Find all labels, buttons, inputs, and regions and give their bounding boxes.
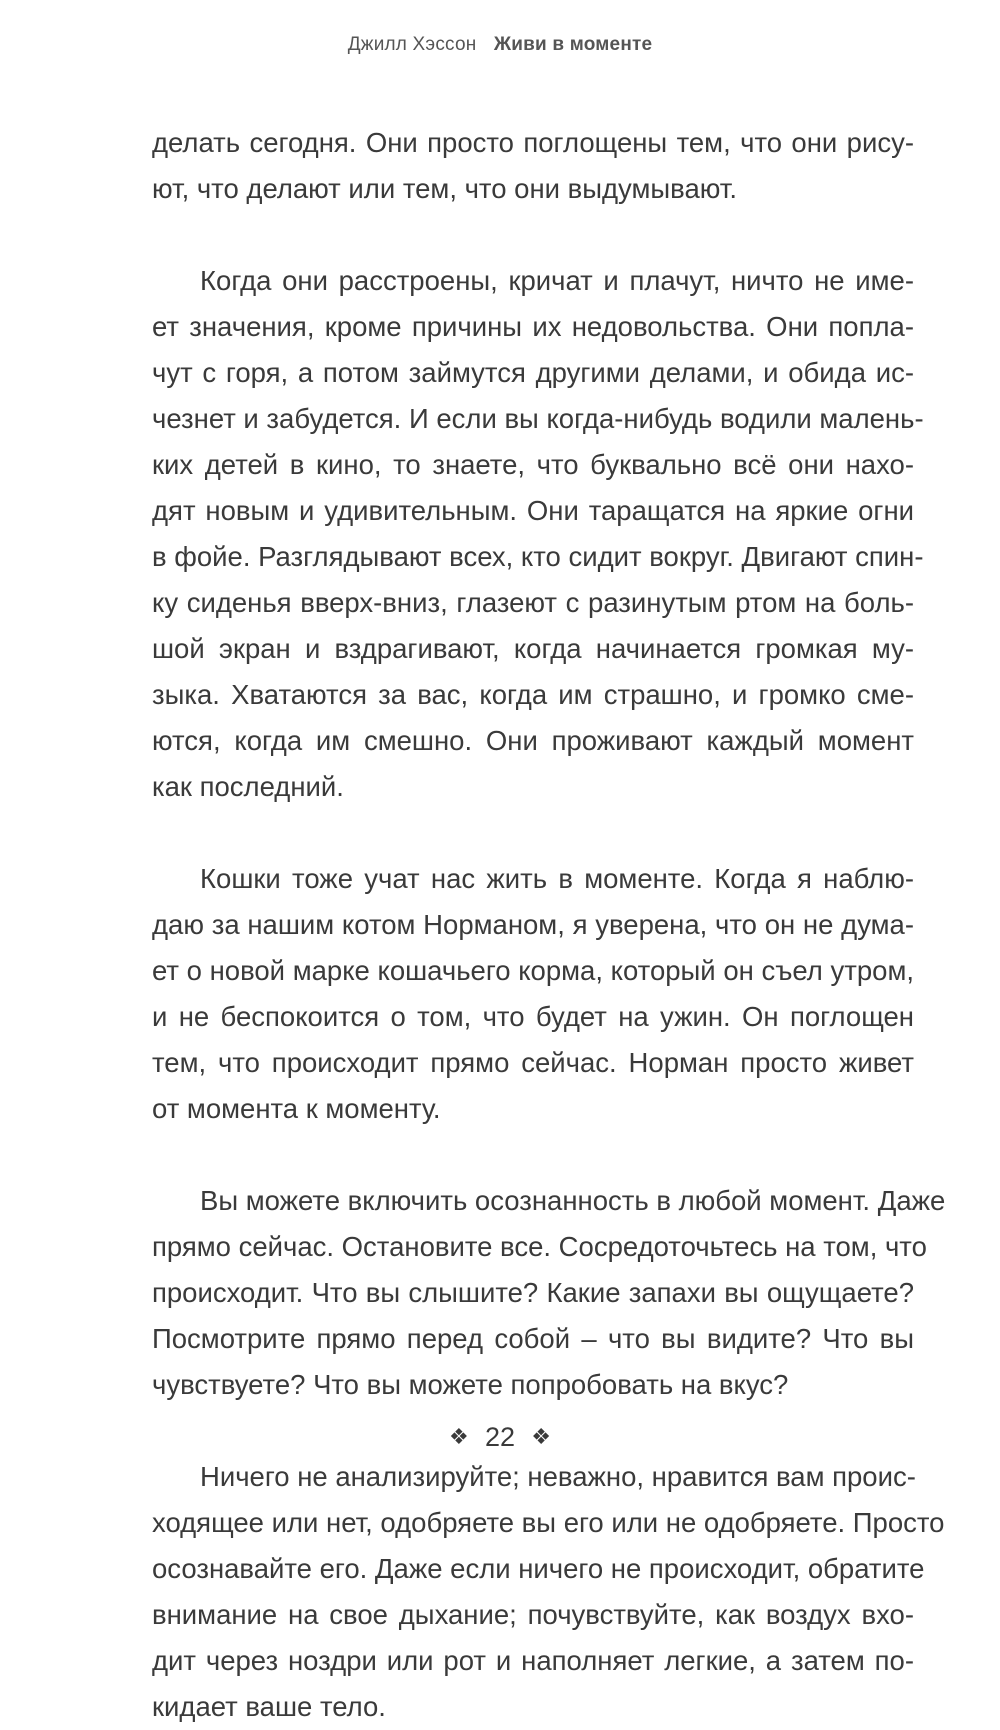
text-line: внимание на свое дыхание; почувствуйте, как воздух вхо- (152, 1599, 914, 1630)
text-line: дит через ноздри или рот и наполняет легкие, а затем по- (152, 1645, 914, 1676)
text-line: кидает ваше тело. (152, 1691, 386, 1722)
text-line: от момента к моменту. (152, 1093, 441, 1124)
text-line: делать сегодня. Они просто поглощены тем, что они рису- (152, 127, 914, 158)
header-author: Джилл Хэссон (347, 34, 477, 55)
text-line: чувствуете? Что вы можете попробовать на вкус? (152, 1369, 789, 1400)
text-line: ких детей в кино, то знаете, что буквально всё они нахо- (152, 449, 914, 480)
text-line: как последний. (152, 771, 344, 802)
text-line: ются, когда им смешно. Они проживают каждый момент (152, 725, 914, 756)
text-line: ходящее или нет, одобряете вы его или не одобряете. Просто (152, 1507, 945, 1538)
text-line: чезнет и забудется. И если вы когда-нибудь водили малень- (152, 403, 924, 434)
text-line: Когда они расстроены, кричат и плачут, ничто не име- (200, 265, 914, 296)
text-line: Посмотрите прямо перед собой – что вы видите? Что вы (152, 1323, 914, 1354)
running-head (0, 34, 1000, 56)
text-line: чут с горя, а потом займутся другими делами, и обида ис- (152, 357, 914, 388)
page-number: 22 (484, 1422, 516, 1452)
page-body (152, 120, 946, 1730)
text-line: даю за нашим котом Норманом, я уверена, что он не дума- (152, 909, 914, 940)
text-line: происходит. Что вы слышите? Какие запахи вы ощущаете? (152, 1277, 914, 1308)
ornament-icon: ❖ (448, 1425, 469, 1450)
ornament-icon: ❖ (531, 1425, 552, 1450)
paragraph (152, 258, 924, 810)
page-folio (0, 1422, 1000, 1453)
text-line: Кошки тоже учат нас жить в моменте. Когда я наблю- (200, 863, 914, 894)
text-line: ет значения, кроме причины их недовольства. Они попла- (152, 311, 914, 342)
text-line: ет о новой марке кошачьего корма, который он съел утром, (152, 955, 914, 986)
text-line: в фойе. Разглядывают всех, кто сидит вокруг. Двигают спин- (152, 541, 924, 572)
text-line: шой экран и вздрагивают, когда начинается громкая му- (152, 633, 914, 664)
text-line: ку сиденья вверх-вниз, глазеют с разинутым ртом на боль- (152, 587, 914, 618)
text-line: прямо сейчас. Остановите все. Сосредоточьтесь на том, что (152, 1231, 927, 1262)
text-line: зыка. Хватаются за вас, когда им страшно, и громко сме- (152, 679, 914, 710)
text-line: Вы можете включить осознанность в любой момент. Даже (200, 1185, 946, 1216)
text-line: Ничего не анализируйте; неважно, нравится вам проис- (200, 1461, 916, 1492)
text-line: дят новым и удивительным. Они таращатся на яркие огни (152, 495, 914, 526)
text-line: тем, что происходит прямо сейчас. Норман просто живет (152, 1047, 914, 1078)
paragraph (152, 120, 914, 212)
paragraph (152, 1454, 945, 1730)
text-line: ют, что делают или тем, что они выдумывают. (152, 173, 737, 204)
text-line: и не беспокоится о том, что будет на ужин. Он поглощен (152, 1001, 914, 1032)
header-book-title: Живи в моменте (493, 34, 653, 55)
paragraph (152, 856, 914, 1132)
paragraph (152, 1178, 946, 1408)
text-line: осознавайте его. Даже если ничего не происходит, обратите (152, 1553, 925, 1584)
